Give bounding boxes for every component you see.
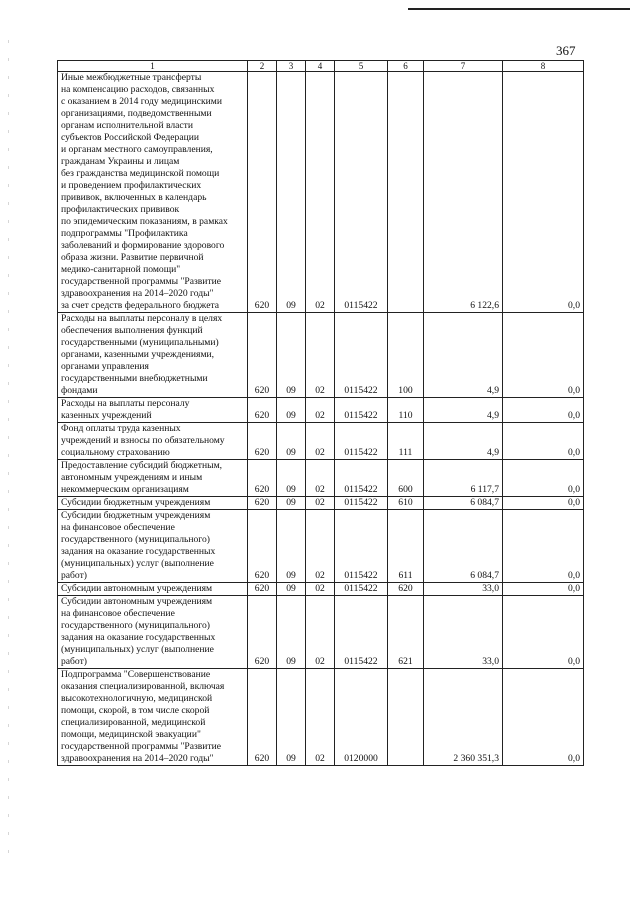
ministry-code-cell: 620 [248,596,277,669]
amount-cell: 6 084,7 [424,510,503,583]
subsection-code-cell: 02 [306,497,335,510]
row-name-cell: Субсидии бюджетным учреждениям на финансовое обеспечение государственного (муниципального) задания на оказание государственных (муниципальных) услуг (выполнение работ) [58,510,248,583]
ministry-code-cell: 620 [248,669,277,766]
budget-table [57,60,584,766]
row-name-cell: Субсидии автономным учреждениям [58,583,248,596]
amount-2-cell: 0,0 [503,669,584,766]
expense-type-code-cell: 100 [388,313,424,398]
table-row [58,497,584,510]
ministry-code-cell: 620 [248,510,277,583]
subsection-code-cell: 02 [306,398,335,423]
subsection-code-cell: 02 [306,583,335,596]
amount-cell: 4,9 [424,423,503,460]
ministry-code-cell: 620 [248,497,277,510]
target-article-code-cell: 0115422 [335,398,388,423]
subsection-code-cell: 02 [306,72,335,313]
amount-cell: 33,0 [424,596,503,669]
row-name-cell: Подпрограмма "Совершенствование оказания специализированной, включая высокотехнологичную, медицинской помощи, скорой, в том числе скорой специализированной, медицинской помощи, медицинской эвакуации" государственной программы "Развитие здравоохранения на 2014–2020 годы" [58,669,248,766]
header-cell-2: 2 [248,61,277,72]
expense-type-code-cell: 610 [388,497,424,510]
amount-2-cell: 0,0 [503,583,584,596]
row-name-cell: Иные межбюджетные трансферты на компенсацию расходов, связанных с оказанием в 2014 году медицинскими организациями, подведомственными органам исполнительной власти субъектов Российской Федерации и органам местного самоуправления, гражданам Украины и лицам без гражданства медицинской помощи и проведением профилактических прививок, включенных в календарь профилактических прививок по эпидемическим показаниям, в рамках подпрограммы "Профилактика заболеваний и формирование здорового образа жизни. Развитие первичной медико-санитарной помощи" государственной программы "Развитие здравоохранения на 2014–2020 годы" за счет средств федерального бюджета [58,72,248,313]
amount-2-cell: 0,0 [503,510,584,583]
target-article-code-cell: 0115422 [335,313,388,398]
header-cell-8: 8 [503,61,584,72]
table-row [58,583,584,596]
section-code-cell: 09 [277,72,306,313]
target-article-code-cell: 0115422 [335,423,388,460]
subsection-code-cell: 02 [306,460,335,497]
amount-2-cell: 0,0 [503,313,584,398]
ministry-code-cell: 620 [248,460,277,497]
expense-type-code-cell: 621 [388,596,424,669]
row-name-cell: Предоставление субсидий бюджетным, автономным учреждениям и иным некоммерческим организациям [58,460,248,497]
header-cell-4: 4 [306,61,335,72]
top-rule [408,8,630,10]
row-name-cell: Субсидии бюджетным учреждениям [58,497,248,510]
row-name-cell: Расходы на выплаты персоналу казенных учреждений [58,398,248,423]
target-article-code-cell: 0115422 [335,72,388,313]
amount-cell: 4,9 [424,398,503,423]
target-article-code-cell: 0120000 [335,669,388,766]
header-cell-3: 3 [277,61,306,72]
target-article-code-cell: 0115422 [335,460,388,497]
subsection-code-cell: 02 [306,510,335,583]
expense-type-code-cell: 600 [388,460,424,497]
expense-type-code-cell [388,669,424,766]
ministry-code-cell: 620 [248,398,277,423]
amount-2-cell: 0,0 [503,497,584,510]
table-row [58,313,584,398]
section-code-cell: 09 [277,313,306,398]
row-name-cell: Расходы на выплаты персоналу в целях обеспечения выполнения функций государственными (муниципальными) органами, казенными учреждениями, органами управления государственными внебюджетными фондами [58,313,248,398]
amount-2-cell: 0,0 [503,460,584,497]
subsection-code-cell: 02 [306,669,335,766]
header-cell-1: 1 [58,61,248,72]
amount-cell: 33,0 [424,583,503,596]
amount-cell: 6 122,6 [424,72,503,313]
target-article-code-cell: 0115422 [335,497,388,510]
amount-2-cell: 0,0 [503,423,584,460]
scan-edge-marks [8,40,9,860]
section-code-cell: 09 [277,497,306,510]
table-row [58,460,584,497]
subsection-code-cell: 02 [306,423,335,460]
amount-cell: 6 084,7 [424,497,503,510]
table-body [58,72,584,766]
amount-cell: 2 360 351,3 [424,669,503,766]
table-row [58,398,584,423]
expense-type-code-cell [388,72,424,313]
section-code-cell: 09 [277,460,306,497]
amount-2-cell: 0,0 [503,72,584,313]
ministry-code-cell: 620 [248,423,277,460]
section-code-cell: 09 [277,583,306,596]
header-row [58,61,584,72]
row-name-cell: Фонд оплаты труда казенных учреждений и взносы по обязательному социальному страхованию [58,423,248,460]
section-code-cell: 09 [277,510,306,583]
amount-2-cell: 0,0 [503,398,584,423]
subsection-code-cell: 02 [306,596,335,669]
ministry-code-cell: 620 [248,72,277,313]
section-code-cell: 09 [277,669,306,766]
ministry-code-cell: 620 [248,313,277,398]
expense-type-code-cell: 620 [388,583,424,596]
row-name-cell: Субсидии автономным учреждениям на финансовое обеспечение государственного (муниципального) задания на оказание государственных (муниципальных) услуг (выполнение работ) [58,596,248,669]
target-article-code-cell: 0115422 [335,510,388,583]
header-cell-6: 6 [388,61,424,72]
table-row [58,510,584,583]
amount-cell: 4,9 [424,313,503,398]
table-row [58,596,584,669]
target-article-code-cell: 0115422 [335,596,388,669]
expense-type-code-cell: 111 [388,423,424,460]
section-code-cell: 09 [277,398,306,423]
header-cell-5: 5 [335,61,388,72]
section-code-cell: 09 [277,423,306,460]
header-cell-7: 7 [424,61,503,72]
ministry-code-cell: 620 [248,583,277,596]
table-row [58,72,584,313]
target-article-code-cell: 0115422 [335,583,388,596]
table-row [58,669,584,766]
section-code-cell: 09 [277,596,306,669]
amount-cell: 6 117,7 [424,460,503,497]
expense-type-code-cell: 110 [388,398,424,423]
expense-type-code-cell: 611 [388,510,424,583]
amount-2-cell: 0,0 [503,596,584,669]
table-row [58,423,584,460]
page-number: 367 [556,43,576,58]
subsection-code-cell: 02 [306,313,335,398]
